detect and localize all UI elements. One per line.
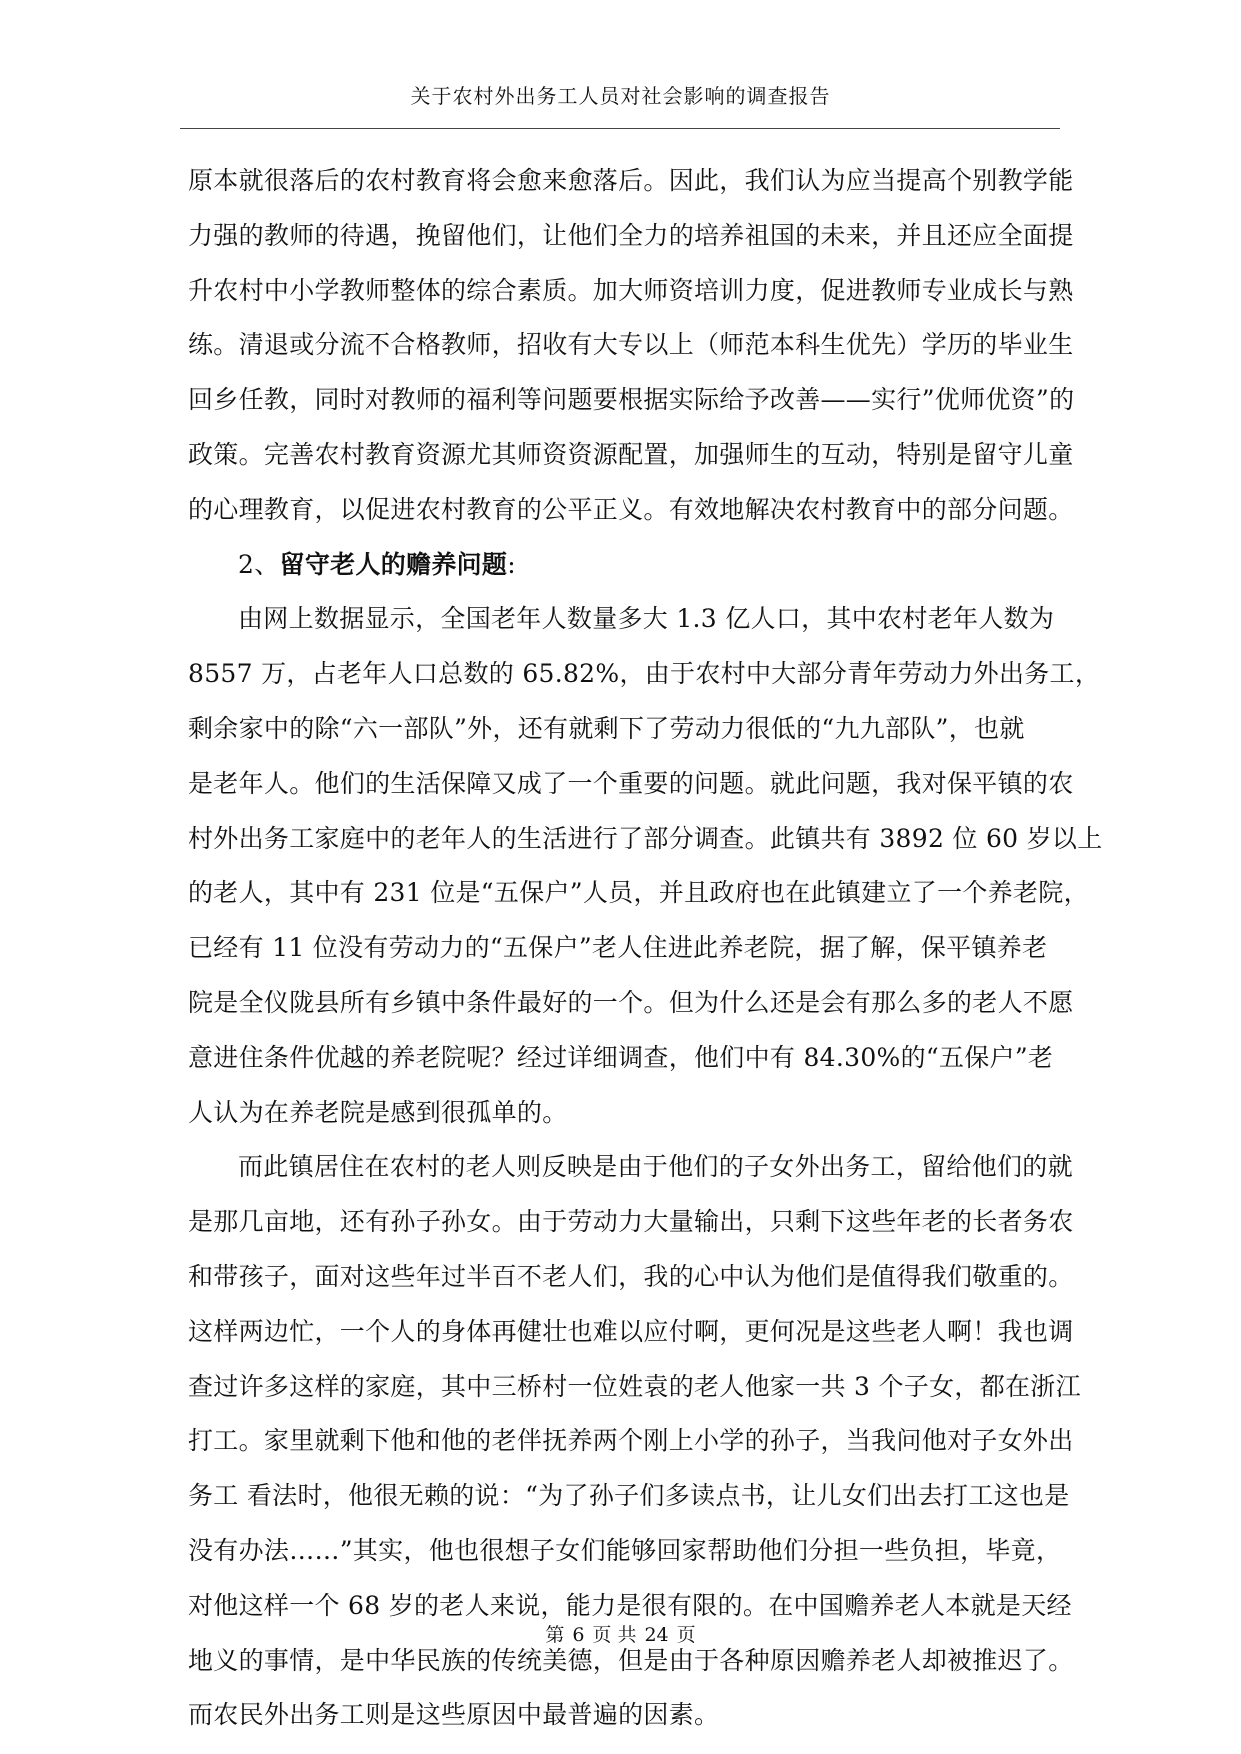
text-line: 院是全仪陇县所有乡镇中条件最好的一个。但为什么还是会有那么多的老人不愿 — [188, 987, 1074, 1017]
text-line: 的老人，其中有 231 位是“五保户”人员，并且政府也在此镇建立了一个养老院， — [188, 878, 1089, 908]
text-line: 回乡任教，同时对教师的福利等问题要根据实际给予改善——实行”优师优资”的 — [188, 385, 1075, 415]
paragraph-elderly-data — [188, 592, 1103, 1140]
running-header — [0, 80, 1241, 109]
text-line: 已经有 11 位没有劳动力的“五保户”老人住进此养老院，据了解，保平镇养老 — [188, 933, 1048, 963]
text-line: 的心理教育，以促进农村教育的公平正义。有效地解决农村教育中的部分问题。 — [188, 494, 1074, 524]
text-line: 是那几亩地，还有孙子孙女。由于劳动力大量输出，只剩下这些年老的长者务农 — [188, 1207, 1074, 1237]
section-heading — [188, 538, 1056, 593]
footer-middle: 页 共 — [592, 1624, 637, 1646]
header-title: 关于农村外出务工人员对社会影响的调查报告 — [410, 84, 831, 108]
paragraph-education — [188, 154, 1075, 538]
document-body — [188, 154, 1103, 1743]
text-line: 人认为在养老院是感到很孤单的。 — [188, 1097, 568, 1127]
text-line: 村外出务工家庭中的老年人的生活进行了部分调查。此镇共有 3892 位 60 岁以上 — [188, 823, 1103, 853]
text-line: 而农民外出务工则是这些原因中最普遍的因素。 — [188, 1700, 720, 1730]
header-rule — [180, 128, 1060, 129]
text-line: 意进住条件优越的养老院呢？经过详细调查，他们中有 84.30%的“五保户”老 — [188, 1042, 1054, 1072]
text-line: 查过许多这样的家庭，其中三桥村一位姓袁的老人他家一共 3 个子女，都在浙江 — [188, 1371, 1081, 1401]
text-line: 由网上数据显示，全国老年人数量多大 1.3 亿人口，其中农村老年人数为 — [238, 604, 1055, 634]
text-line: 是老年人。他们的生活保障又成了一个重要的问题。就此问题，我对保平镇的农 — [188, 768, 1074, 798]
text-line: 打工。家里就剩下他和他的老伴抚养两个刚上小学的孙子，当我问他对子女外出 — [188, 1426, 1074, 1456]
text-line: 这样两边忙，一个人的身体再健壮也难以应付啊，更何况是这些老人啊！我也调 — [188, 1316, 1074, 1346]
text-line: 力强的教师的待遇，挽留他们，让他们全力的培养祖国的未来，并且还应全面提 — [188, 220, 1074, 250]
footer-prefix: 第 — [545, 1624, 565, 1646]
paragraph-elderly-case — [188, 1140, 1081, 1743]
page-number: 6 — [572, 1624, 585, 1646]
text-line: 务工 看法时，他很无赖的说：“为了孙子们多读点书，让儿女们出去打工这也是 — [188, 1481, 1070, 1511]
text-line: 升农村中小学教师整体的综合素质。加大师资培训力度，促进教师专业成长与熟 — [188, 275, 1074, 305]
text-line: 没有办法……”其实，他也很想子女们能够回家帮助他们分担一些负担，毕竟， — [188, 1535, 1062, 1565]
text-line: 政策。完善农村教育资源尤其师资资源配置，加强师生的互动，特别是留守儿童 — [188, 439, 1074, 469]
section-title: 留守老人的赡养问题 — [279, 549, 508, 579]
section-colon: : — [507, 549, 516, 579]
page-total: 24 — [644, 1624, 669, 1646]
text-line: 和带孩子，面对这些年过半百不老人们，我的心中认为他们是值得我们敬重的。 — [188, 1261, 1074, 1291]
text-line: 练。清退或分流不合格教师，招收有大专以上（师范本科生优先）学历的毕业生 — [188, 330, 1074, 360]
text-line: 剩余家中的除“六一部队”外，还有就剩下了劳动力很低的“九九部队”，也就 — [188, 713, 1025, 743]
footer-suffix: 页 — [676, 1624, 696, 1646]
text-line: 8557 万，占老年人口总数的 65.82%，由于农村中大部分青年劳动力外出务工， — [188, 659, 1101, 689]
page-footer — [0, 1620, 1241, 1647]
text-line: 地义的事情，是中华民族的传统美德，但是由于各种原因赡养老人却被推迟了。 — [188, 1645, 1074, 1675]
text-line: 而此镇居住在农村的老人则反映是由于他们的子女外出务工，留给他们的就 — [238, 1152, 1073, 1182]
section-number: 2、 — [238, 549, 280, 579]
text-line: 对他这样一个 68 岁的老人来说，能力是很有限的。在中国赡养老人本就是天经 — [188, 1590, 1072, 1620]
text-line: 原本就很落后的农村教育将会愈来愈落后。因此，我们认为应当提高个别教学能 — [188, 166, 1074, 195]
